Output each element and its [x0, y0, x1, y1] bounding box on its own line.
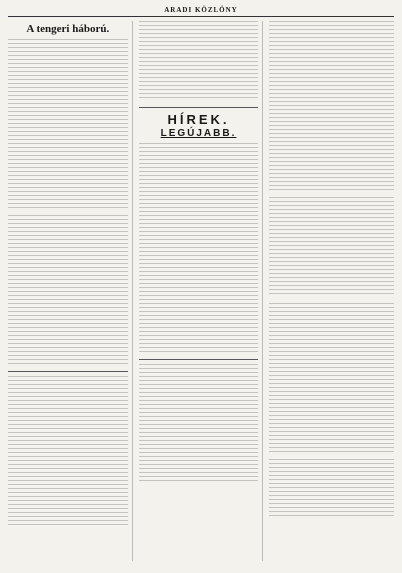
article-body: [139, 21, 259, 101]
section-title-news: HÍREK.: [167, 112, 230, 127]
section-title-latest: LEGÚJABB.: [160, 128, 237, 139]
article-body: [8, 376, 128, 526]
column-2: [139, 21, 264, 561]
paper-name: ARADI KÖZLÖNY: [164, 6, 238, 14]
article-body: [269, 197, 394, 297]
news-items: [139, 143, 259, 353]
text-columns: [8, 21, 394, 561]
article-body: [269, 21, 394, 191]
article-body: [269, 459, 394, 519]
divider: [8, 371, 128, 372]
column-3: [269, 21, 394, 561]
article-body: [8, 39, 128, 209]
column-1: [8, 21, 133, 561]
article-body: [139, 364, 259, 484]
article-body: [8, 215, 128, 365]
article-body: [269, 303, 394, 453]
article-headline: A tengeri háború.: [26, 23, 110, 35]
running-header: [8, 6, 394, 17]
divider: [139, 359, 259, 360]
divider: [139, 107, 259, 108]
